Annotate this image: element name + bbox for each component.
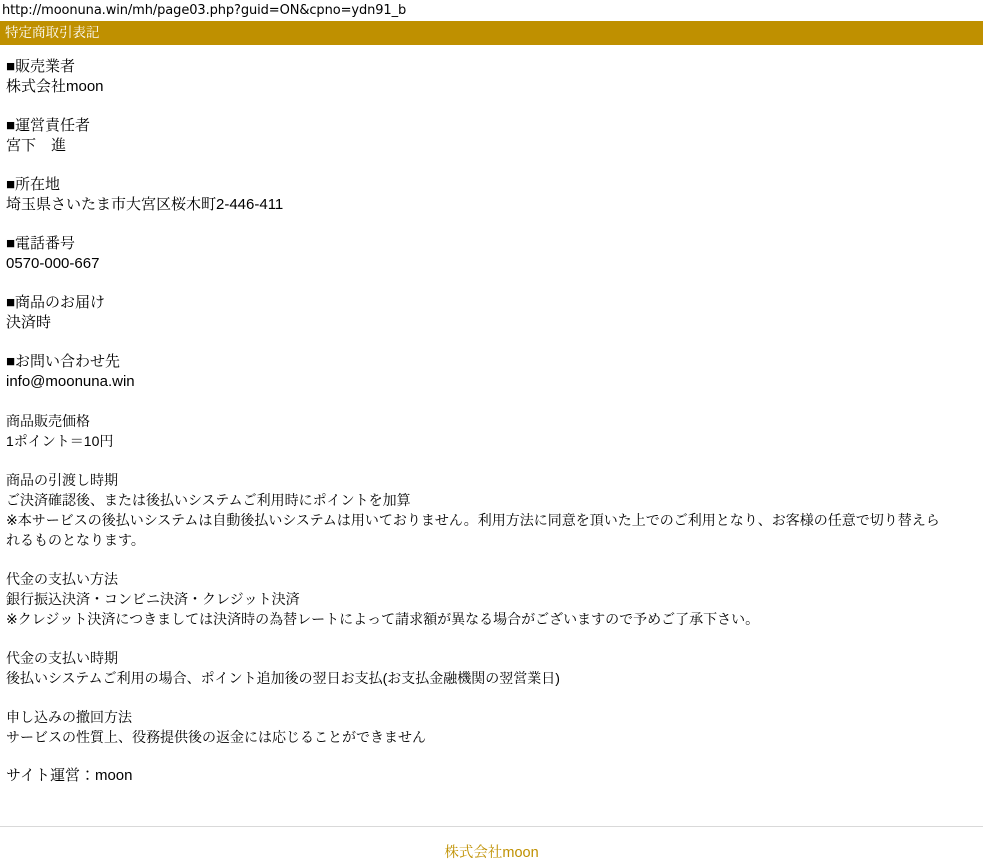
- section-value: 埼玉県さいたま市大宮区桜木町2-446-411: [6, 196, 284, 213]
- terms-heading: 代金の支払い時期: [6, 650, 118, 666]
- site-operator-block: [6, 766, 977, 786]
- footer-text: 株式会社moon: [444, 845, 539, 861]
- terms-line: サービスの性質上、役務提供後の返金には応じることができません: [6, 729, 426, 745]
- section-value: 株式会社moon: [6, 78, 104, 95]
- terms-payment-method: [6, 569, 977, 629]
- section-value: info@moonuna.win: [6, 373, 135, 390]
- terms-line: 銀行振込決済・コンビニ決済・クレジット決済: [6, 591, 300, 607]
- browser-url-bar[interactable]: [0, 0, 983, 21]
- terms-heading: 商品販売価格: [6, 413, 90, 429]
- terms-heading: 商品の引渡し時期: [6, 472, 118, 488]
- terms-line: ※本サービスの後払いシステムは自動後払いシステムは用いておりません。利用方法に同意を頂いた上でのご利用となり、お客様の任意で切り替えられるものとなります。: [6, 512, 940, 548]
- section-heading: ■販売業者: [6, 58, 76, 75]
- section-heading: ■電話番号: [6, 235, 76, 252]
- section-heading: ■運営責任者: [6, 117, 91, 134]
- terms-price: [6, 411, 977, 451]
- section-value: 決済時: [6, 314, 52, 331]
- section-address: [6, 175, 977, 215]
- section-phone: [6, 234, 977, 274]
- section-delivery: [6, 293, 977, 333]
- terms-payment-timing: [6, 648, 977, 688]
- page-footer: [0, 826, 983, 862]
- section-value: 宮下 進: [6, 137, 67, 154]
- terms-withdrawal: [6, 707, 977, 747]
- terms-heading: 代金の支払い方法: [6, 571, 118, 587]
- page-title: 特定商取引表記: [5, 25, 100, 40]
- terms-line: 1ポイント＝10円: [6, 433, 114, 449]
- page-title-bar: [0, 21, 983, 45]
- section-manager: [6, 116, 977, 156]
- url-text: http://moonuna.win/mh/page03.php?guid=ON&cpno=ydn91_b: [2, 3, 407, 18]
- section-heading: ■お問い合わせ先: [6, 353, 121, 370]
- site-operator-text: サイト運営：moon: [6, 767, 133, 784]
- terms-delivery-timing: [6, 470, 977, 550]
- section-value: 0570-000-667: [6, 255, 100, 272]
- section-heading: ■所在地: [6, 176, 61, 193]
- terms-line: ご決済確認後、または後払いシステムご利用時にポイントを加算: [6, 492, 411, 508]
- section-contact: [6, 352, 977, 392]
- page-content: [0, 45, 983, 786]
- terms-line: 後払いシステムご利用の場合、ポイント追加後の翌日お支払(お支払金融機関の翌営業日): [6, 670, 560, 686]
- terms-line: ※クレジット決済につきましては決済時の為替レートによって請求額が異なる場合がございますので予めご了承下さい。: [6, 611, 760, 627]
- section-seller: [6, 57, 977, 97]
- terms-heading: 申し込みの撤回方法: [6, 709, 132, 725]
- section-heading: ■商品のお届け: [6, 294, 106, 311]
